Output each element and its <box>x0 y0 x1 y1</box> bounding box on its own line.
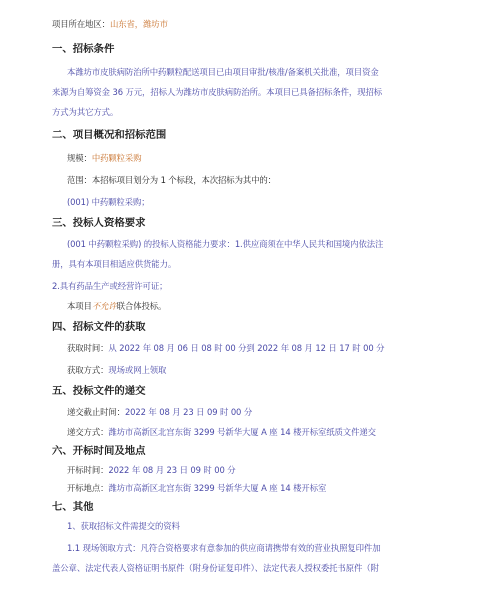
sec3-para-line-2: 册，具有本项目相适应供货能力。 <box>52 259 177 269</box>
sec3-para-line-1: (001 中药颗粒采购) 的投标人资格能力要求：1.供应商须在中华人民共和国境内依法注 <box>67 239 384 249</box>
section-3-title: 三、投标人资格要求 <box>52 217 146 229</box>
submit-method-label: 递交方式： <box>67 427 109 437</box>
consortium-line <box>67 300 166 312</box>
submit-method-line <box>67 426 376 438</box>
submit-method-value: 潍坊市高新区北宫东街 3299 号新华大厦 A 座 14 楼开标室纸质文件递交 <box>108 427 376 437</box>
sec1-para-line-2: 来源为自筹资金 36 万元，招标人为潍坊市皮肤病防治所。本项目已具备招标条件，现招标 <box>52 87 383 97</box>
opening-time-line <box>67 464 236 476</box>
sec7-line-2: 1.1 现场领取方式：凡符合资格要求有意参加的供应商请携带有效的营业执照复印件加 <box>67 543 381 553</box>
lot-line: (001) 中药颗粒采购； <box>67 197 150 207</box>
sec3-para-line-3: 2.具有药品生产或经营许可证； <box>52 281 168 291</box>
scale-label: 规模： <box>67 153 92 163</box>
section-7-title: 七、其他 <box>52 501 94 513</box>
scale-line <box>67 152 141 164</box>
sec1-para-line-1: 本潍坊市皮肤病防治所中药颗粒配送项目已由项目审批/核准/备案机关批准，项目资金 <box>67 67 379 77</box>
sec7-line-3: 盖公章、法定代表人资格证明书原件（附身份证复印件）、法定代表人授权委托书原件（附 <box>52 563 379 573</box>
section-6-title: 六、开标时间及地点 <box>52 445 146 457</box>
scope-line: 范围：本招标项目划分为 1 个标段，本次招标为其中的： <box>67 175 276 185</box>
deadline-value: 2022 年 08 月 23 日 09 时 00 分 <box>124 407 253 417</box>
obtain-method-value: 现场或网上领取 <box>108 365 167 375</box>
consortium-flag: 不允许 <box>91 301 117 311</box>
section-5-title: 五、投标文件的递交 <box>52 385 146 397</box>
section-2-title: 二、项目概况和招标范围 <box>52 129 167 141</box>
opening-time-label: 开标时间： <box>67 465 109 475</box>
opening-place-line <box>67 482 326 494</box>
consortium-suffix: 联合体投标。 <box>116 301 167 311</box>
location-label: 项目所在地区： <box>52 19 110 29</box>
consortium-prefix: 本项目 <box>67 301 92 311</box>
opening-time-value: 2022 年 08 月 23 日 09 时 00 分 <box>108 465 236 475</box>
obtain-time-line <box>67 342 384 354</box>
location-line <box>52 18 168 30</box>
scale-value: 中药颗粒采购 <box>91 153 142 163</box>
section-1-title: 一、招标条件 <box>52 43 115 55</box>
opening-place-value: 潍坊市高新区北宫东街 3299 号新华大厦 A 座 14 楼开标室 <box>108 483 327 493</box>
location-value: 山东省，潍坊市 <box>109 19 168 29</box>
deadline-line <box>67 406 252 418</box>
sec7-line-1: 1、获取招标文件需提交的资料 <box>67 521 180 531</box>
obtain-time-value: 从 2022 年 08 月 06 日 08 时 00 分到 2022 年 08 月 12 日 17 时 00 分 <box>108 343 385 353</box>
obtain-method-line <box>67 364 166 376</box>
deadline-label: 递交截止时间： <box>67 407 125 417</box>
opening-place-label: 开标地点： <box>67 483 109 493</box>
obtain-time-label: 获取时间： <box>67 343 109 353</box>
obtain-method-label: 获取方式： <box>67 365 109 375</box>
section-4-title: 四、招标文件的获取 <box>52 321 146 333</box>
sec1-para-line-3: 方式为其它方式。 <box>52 107 119 117</box>
